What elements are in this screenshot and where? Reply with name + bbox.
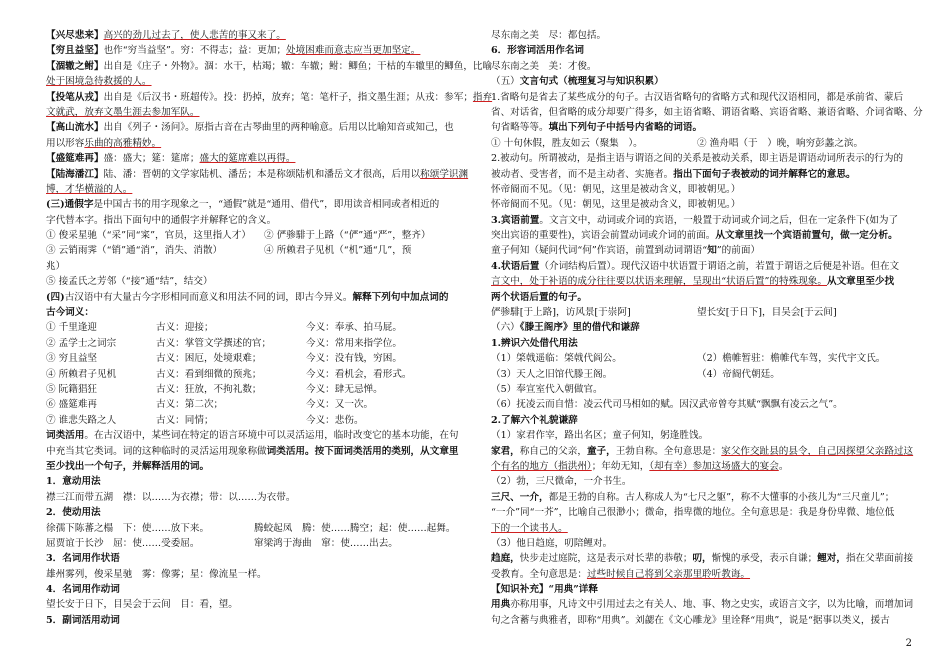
text: 是中国古书的用字现象之一，“通假”就是“通用、借代”，即用读音相同或者相近的 (93, 199, 440, 211)
example: 怀帝阍而不见。（见：朝见，这里是被动含义，即被朝见。） (491, 199, 741, 211)
text-line (491, 567, 913, 582)
example: 尽东南之美 美：才俊。 (491, 60, 597, 72)
idiom-term: 【兴尽悲来】 (46, 30, 104, 41)
instruction: 从文章里找一个宾语前置句，做一定分析。 (715, 230, 898, 242)
idiom-gaoshan (46, 120, 464, 135)
idiom-gaoshan-cont (46, 136, 464, 151)
example: ”的前面） (716, 245, 761, 257)
subheading: 2．使动用法 (46, 507, 101, 519)
instruction: 解释下列句中加点词的 (352, 291, 449, 303)
translation: 下的一个读书人。 (491, 522, 568, 534)
example: （1）棨戟遥临：棨戟代阎公。 (491, 353, 622, 365)
gujin-ancient: 古义：看到细微的预兆； (156, 368, 262, 380)
idiom-meaning: 称颂学识渊 (420, 168, 469, 180)
gujin-phrase: ⑦ 谁悲失路之人 (46, 414, 117, 426)
text: 句之含蓄与典雅者，即称“用典”。刘勰在《文心雕龙》里诠释“用典”，说是“据事以类义，援古 (491, 614, 890, 626)
section-gujin (46, 290, 464, 305)
idiom-hezhe (46, 59, 493, 74)
gujin-modern: 今义：看机会，看形式。 (306, 368, 412, 380)
page-number: 2 (905, 638, 912, 649)
gujin-phrase: ⑤ 阮籍猖狂 (46, 383, 98, 395)
gujin-ancient: 古义：迎接； (156, 322, 214, 334)
text: 言文中，处于补语的成分往往要以状语来理解，呈现出“状语后置”的特殊现象。 (491, 276, 827, 288)
example: （4）帝阍代朝廷。 (697, 368, 780, 380)
example: （3）他日趋庭，叨陪鲤对。 (491, 537, 613, 549)
text: 。 (778, 460, 789, 472)
example: 徐孺下陈蕃之榻 下：使……放下来。 (46, 522, 210, 534)
gujin-modern: 今义：又一次。 (306, 399, 374, 411)
gujin-row (46, 397, 464, 412)
text: 亦称用事，凡诗文中引用过去之有关人、地、事、物之史实，或语言文字，以为比喻，而增加词 (510, 599, 914, 611)
idiom-term: 【盛筵难再】 (46, 153, 104, 165)
gujin-phrase: ④ 所赖君子见机 (46, 368, 117, 380)
example: ② 渔舟唱（于 ）晚，响穷彭蠡之滨。 (697, 137, 864, 149)
text-line (491, 213, 913, 228)
term: 趋庭， (491, 553, 520, 565)
idiom-gloss: 出自《列子・汤问》。原指古音在古琴曲里的两种喻意。后用以比喻知音或知己，也 (103, 122, 454, 134)
text: 兆） (46, 260, 66, 272)
subheading: 5．副词活用动词 (46, 614, 120, 626)
text: 被动者、受害者，而不是主动者、实施者。 (491, 168, 674, 180)
idiom-gloss: 出自是《后汉书・班超传》。投：扔掉，放弃；笔：笔杆子，指文墨生涯；从戎：参军； (103, 91, 473, 103)
tongjia-item: ④ 所赖君子见机（“机”通“几”，预 (264, 245, 412, 257)
gujin-modern: 今义：奉承、拍马屁。 (306, 322, 402, 334)
text: 惭愧的承受，表示自谦； (711, 553, 818, 565)
term: 童子， (586, 445, 616, 457)
example: 怀帝阍而不见。（见：朝见，这里是被动含义，即被朝见。） (491, 183, 741, 195)
idiom-term: 【涸辙之鲋】 (46, 60, 104, 72)
tongjia-item: ⑤ 接孟氏之芳邻（“接”通“结”，结交） (46, 276, 213, 288)
idiom-meaning: 高兴的劲儿过去了，使人悲苦的事又来了。 (103, 30, 286, 41)
idiom-toubi (46, 90, 493, 105)
gujin-row (46, 336, 464, 351)
idiom-gloss: 也作“穷当益坚”。穷：不得志；益：更加； (103, 45, 287, 57)
translation: 个有名的地方（指洪州） (491, 460, 592, 472)
example-row (491, 136, 913, 151)
text-line (491, 274, 913, 289)
text: ；年幼无知， (591, 460, 650, 472)
section-jiedai (491, 320, 913, 335)
text-line (491, 551, 913, 566)
gujin-phrase: ⑥ 盛筵难再 (46, 399, 98, 411)
gujin-ancient: 古义：狂放，不拘礼数； (156, 383, 262, 395)
example-row (491, 305, 913, 320)
text-line (491, 444, 913, 459)
example: 童子何知（疑问代词“何”作宾语，前置到动词谓语“ (491, 245, 708, 257)
example: 腾蛟起凤 腾：使……腾空；起：使……起舞。 (254, 522, 456, 534)
section-huoyong-cont (46, 444, 464, 459)
text: 省、对话省，但省略的成分却要广得多，如主语省略、谓语省略、宾语省略、兼语省略、介词省略、分 (491, 106, 923, 118)
subheading: 2.了解六个礼貌谦辞 (491, 414, 578, 426)
example-row (491, 367, 913, 382)
subheading: 4．名词用作动词 (46, 584, 120, 596)
text-line (491, 120, 913, 135)
idiom-meaning: 盛大的筵席难以再得。 (199, 153, 296, 165)
term: 3.宾语前置 (491, 214, 540, 226)
example: （5）奉宣室代入朝做官。 (491, 383, 603, 395)
text-line (491, 259, 913, 274)
gujin-ancient: 古义：第二次； (156, 399, 224, 411)
text: “一介”同“一芥”，比喻自己很渺小；微命，指卑微的地位。全句意思是：我是身份卑微、地位低 (491, 507, 895, 519)
text: 都是王勃的自称。古人称成人为“七尺之躯”，称不大懂事的小孩儿为“三尺童儿”； (548, 491, 895, 503)
text: 中充当其它类词。词的这种临时的灵活运用现象称做 (46, 445, 267, 457)
text-line (491, 490, 913, 505)
section-heading: 词类活用 (46, 430, 85, 442)
section-number: （六） (491, 322, 520, 334)
term: 用典 (491, 599, 511, 611)
section-tongjia (46, 197, 464, 212)
example: （6）抚凌云而自惜：凌云代司马相如的赋。因汉武帝曾夸其赋“飘飘有凌云之气”。 (491, 399, 843, 411)
idiom-gloss: 陆、潘：晋朝的文学家陆机、潘岳；本是称颂陆机和潘岳文才很高，后用以 (103, 168, 421, 180)
gujin-ancient: 古义：同情； (156, 414, 214, 426)
gujin-phrase: ③ 穷且益坚 (46, 353, 98, 365)
text: 1.省略句是省去了某些成分的句子。古汉语省略句的省略方式和现代汉语相同，都是承前省、蒙后 (491, 91, 904, 103)
idiom-meaning: 乐曲的高雅精妙。 (84, 137, 162, 149)
gujin-ancient: 古义：掌管文学撰述的官； (156, 337, 272, 349)
gujin-row (46, 413, 464, 428)
term: 4.状语后置 (491, 260, 540, 272)
text: 字代替本字。指出下面句中的通假字并解释它的含义。 (46, 214, 277, 226)
gujin-modern: 今义：悲伤。 (306, 414, 364, 426)
text-line (491, 597, 913, 612)
example: （2）勃，三尺微命，一介书生。 (491, 476, 632, 488)
left-column (46, 28, 493, 628)
instruction: 古今词义： (46, 307, 94, 319)
example-row (46, 536, 464, 551)
tongjia-item: ③ 云销雨霁（“销”通“消”，消失、消散） (46, 245, 223, 257)
gujin-row (46, 320, 464, 335)
term: 词类活用 (266, 445, 306, 457)
term: 叨， (692, 553, 712, 565)
section-heading: (四) (46, 291, 65, 303)
example: 雄州雾列，俊采星驰 雾：像雾；星：像流星一样。 (46, 568, 267, 580)
text: 句省略等等。 (491, 122, 549, 134)
idiom-meaning: 博，才华横溢的人。 (46, 183, 133, 195)
text: 古汉语中有大量古今字形相同而意义和用法不同的词，即古今异义。 (64, 291, 353, 303)
example: ① 十旬休假，胜友如云（聚集 ）。 (491, 137, 643, 149)
translation: （却有幸）参加这场盛大的宴会 (649, 460, 779, 472)
idiom-shengyan (46, 151, 464, 166)
text-line (491, 167, 913, 182)
idiom-gloss: 出自是《庄子・外物》。涸：水干，枯竭；辙：车辙；鲋：鲫鱼；干枯的车辙里的鲫鱼，比喻 (103, 60, 493, 72)
tongjia-row (46, 243, 464, 258)
idiom-meaning: 指弃 (472, 91, 493, 103)
gujin-modern: 今义：常用来指学位。 (306, 337, 402, 349)
right-column (491, 28, 923, 628)
term: 家君， (491, 445, 520, 457)
text: （介词结构后置）。现代汉语中状语置于谓语之前，若置于谓语之后便是补语。但在文 (539, 260, 900, 272)
text: 。在古汉语中，某些词在特定的语言环境中可以灵活运用，临时改变它的基本功能，在句 (84, 430, 459, 442)
instruction: 指出下面句子表被动的词并解释它的意思。 (673, 168, 856, 180)
idiom-luhai (46, 167, 469, 182)
subheading: 【知识补充】“用典”详释 (491, 584, 598, 596)
idiom-gloss: 盛：盛大；筵：筵席； (103, 153, 200, 165)
idiom-term: 【投笔从戎】 (46, 91, 104, 103)
translation: 家父作交趾县的县令，自己因探望父亲路过这 (721, 445, 914, 457)
example-row (491, 351, 913, 366)
example: 望长安[于日下]，目吴会[于云间] (697, 307, 837, 319)
idiom-term: 【高山流水】 (46, 122, 104, 134)
subheading: 1．意动用法 (46, 476, 101, 488)
instruction: 。按下面词类活用的类别，从文章里 (305, 445, 459, 457)
gujin-ancient: 古义：困厄，处境艰难； (156, 353, 262, 365)
instruction: 至少找出一个句子，并解释活用的词。 (46, 460, 210, 472)
idiom-toubi-cont (46, 105, 464, 120)
text: 称自己的父亲， (519, 445, 587, 457)
subheading: 3．名词用作状语 (46, 553, 120, 565)
term: 鲤对， (817, 553, 846, 565)
tongjia-row (46, 228, 464, 243)
gujin-modern: 今义：没有钱，穷困。 (306, 353, 402, 365)
example-line (491, 243, 913, 258)
gujin-modern: 今义：肆无忌惮。 (306, 383, 383, 395)
idiom-term: 【穷且益坚】 (46, 45, 104, 57)
text: 2.被动句。所谓被动，是指主语与谓语之间的关系是被动关系，即主语是谓语动词所表示的行为的 (491, 153, 904, 165)
text: 王勃自称。全句意思是： (615, 445, 722, 457)
gujin-row (46, 351, 464, 366)
section-number: （五） (491, 76, 520, 88)
text-line (491, 228, 913, 243)
text-line (491, 459, 913, 474)
example-row (46, 521, 464, 536)
idiom-meaning: 文就武，放弃文墨生涯去参加军队。 (46, 106, 200, 118)
gujin-row (46, 382, 464, 397)
tongjia-item: ① 俊采星驰（“采”同“寀”，官员，这里指人才） (46, 230, 251, 242)
instruction: 填出下列句子中括号内省略的词语。 (548, 122, 703, 134)
idiom-luhai-cont (46, 182, 464, 197)
text: 突出宾语的重要性)，宾语会前置动词或介词的前面。 (491, 230, 716, 242)
tongjia-item: ② 俨骖騑于上路（“俨”通“严”，整齐） (264, 230, 431, 242)
subheading: 6．形容词活用作名词 (491, 45, 585, 57)
example: （2）檐帷暂驻：檐帷代车驾，实代宇文氏。 (697, 353, 886, 365)
example: 尽东南之美 尽：都包括。 (491, 30, 607, 41)
translation: 过些时候自己将到父亲那里聆听教诲。 (586, 568, 751, 580)
example: 望长安于日下，目吴会于云间 目：看，望。 (46, 599, 238, 611)
term: 三尺、一介， (491, 491, 549, 503)
text: 用以形容 (46, 137, 85, 149)
example: 襟三江而带五湖 襟：以……为衣襟；带：以……为衣带。 (46, 491, 296, 503)
example: 屈贾谊于长沙 屈：使……受委屈。 (46, 537, 200, 549)
instruction: 两个状语后置的句子。 (491, 291, 587, 303)
text: 指在父辈面前接 (845, 553, 914, 565)
idiom-meaning: 处境困难而意志应当更加坚定。 (286, 45, 421, 57)
example: （3）天人之旧馆代滕王阁。 (491, 368, 613, 380)
idiom-hezhe-cont (46, 74, 464, 89)
section-heading: (三)通假字 (46, 199, 94, 211)
instruction: 从文章里至少找 (827, 276, 895, 288)
text: 受教育。全句意思是： (491, 568, 587, 580)
idiom-qiongqie (46, 43, 464, 58)
section-huoyong (46, 428, 464, 443)
section-wenyan (491, 74, 913, 89)
idiom-term: 【陆海潘江】 (46, 168, 104, 180)
example: 俨骖騑[于上路]，访风景[于崇阿] (491, 307, 631, 319)
idiom-xingjin (46, 28, 464, 43)
idiom-meaning: 处于困境急待救援的人。 (46, 76, 152, 88)
text: 。文言文中，动词或介词的宾语，一般置于动词或介词之后，但在一定条件下(如为了 (539, 214, 899, 226)
gujin-phrase: ① 千里逢迎 (46, 322, 98, 334)
gujin-phrase: ② 孟学士之词宗 (46, 337, 117, 349)
example: （1）家君作宰，路出名区；童子何知，躬逢胜饯。 (491, 430, 709, 442)
example: 窜梁鸿于海曲 窜：使……出去。 (254, 537, 398, 549)
term: 知 (707, 245, 717, 257)
gujin-row (46, 367, 464, 382)
section-heading: 文言句式（梳理复习与知识积累） (519, 76, 664, 88)
section-heading: 《滕王阁序》里的借代和谦辞 (519, 322, 640, 334)
text: 快步走过庭院，这是表示对长辈的恭敬； (519, 553, 693, 565)
subheading: 1.辨识六处借代用法 (491, 337, 578, 349)
